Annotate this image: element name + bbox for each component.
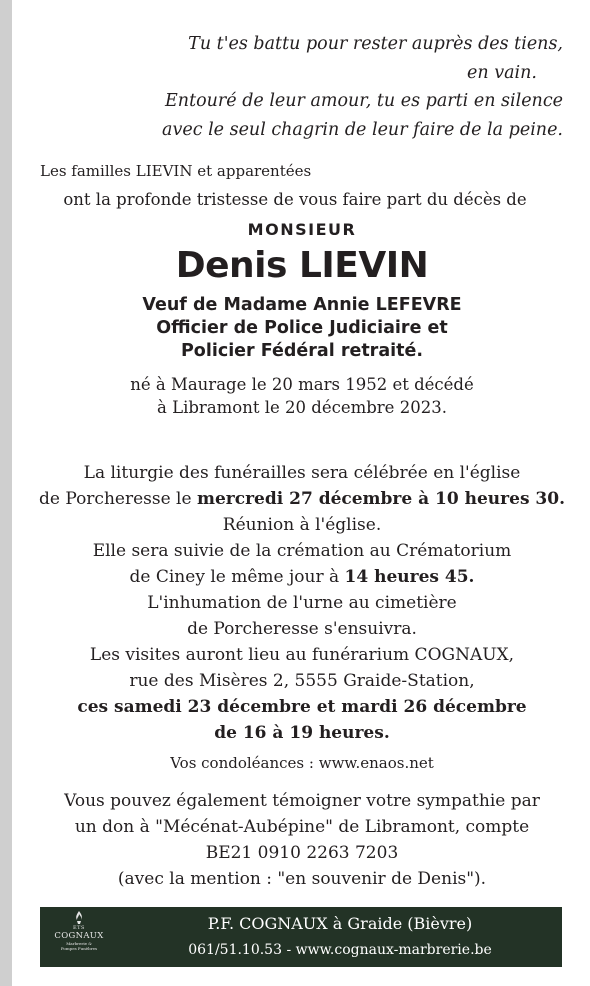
visit-days: ces samedi 23 décembre et mardi 26 décembre — [77, 697, 527, 717]
deceased-title: MONSIEUR — [247, 220, 357, 239]
poem-line-4: avec le seul chagrin de leur faire de la peine. — [162, 119, 563, 140]
funeral-home-banner — [40, 907, 562, 967]
logo-sub-1: Marbrerie & — [66, 941, 92, 946]
poem-line-1: Tu t'es battu pour rester auprès des tiens, — [188, 34, 563, 54]
visit-hours-text: de 16 à 19 heures. — [214, 723, 390, 743]
ceremony-line-5 — [0, 564, 590, 590]
ceremony-place: de Porcheresse le — [38, 489, 197, 509]
cremation-place: de Ciney le même jour à — [129, 567, 345, 587]
donation-mention: (avec la mention : "en souvenir de Denis"). — [117, 869, 487, 889]
donation-line-1: Vous pouvez également témoigner votre sympathie par — [64, 791, 540, 811]
role-officer: Officier de Police Judiciaire et — [156, 318, 448, 338]
deceased-name: Denis LIEVIN — [175, 245, 429, 286]
cremation-time: 14 heures 45. — [344, 567, 475, 587]
donation-account: BE21 0910 2263 7203 — [205, 843, 399, 863]
ceremony-line-8: Les visites auront lieu au funérarium COGNAUX, — [89, 645, 515, 665]
poem-line-3: Entouré de leur amour, tu es parti en silence — [165, 91, 563, 111]
memorial-poem — [83, 30, 563, 144]
dates-line-1: né à Maurage le 20 mars 1952 et décédé — [130, 375, 474, 394]
poem-line-2: en vain. — [467, 62, 537, 83]
ceremony-line-6: L'inhumation de l'urne au cimetière — [147, 593, 457, 613]
role-retired: Policier Fédéral retraité. — [180, 341, 424, 361]
role-widower: Veuf de Madame Annie LEFEVRE — [142, 295, 462, 315]
cognaux-logo — [48, 911, 110, 963]
announcement-line: ont la profonde tristesse de vous faire part du décès de — [63, 190, 527, 209]
dates-line-2: à Libramont le 20 décembre 2023. — [157, 398, 447, 417]
families-line: Les familles LIEVIN et apparentées — [40, 162, 312, 180]
funeral-home-contact: 061/51.10.53 - www.cognaux-marbrerie.be — [188, 942, 492, 958]
funeral-home-name: P.F. COGNAUX à Graide (Bièvre) — [207, 914, 473, 933]
logo-ets: ETS — [73, 925, 85, 931]
ceremony-line-2 — [0, 486, 590, 512]
birth-death-dates — [0, 373, 590, 419]
ceremony-line-1: La liturgie des funérailles sera célébrée en l'église — [83, 463, 521, 483]
ceremony-date-time: mercredi 27 décembre à 10 heures 30. — [196, 489, 566, 509]
logo-sub-2: Pompes Funèbres — [60, 946, 98, 951]
ceremony-details — [0, 460, 590, 746]
flame-icon — [74, 911, 84, 925]
deceased-roles — [0, 294, 590, 363]
ceremony-line-4: Elle sera suivie de la crémation au Crématorium — [92, 541, 512, 561]
donation-line-2: un don à "Mécénat-Aubépine" de Libramont, compte — [74, 817, 530, 837]
ceremony-line-7: de Porcheresse s'ensuivra. — [187, 619, 417, 639]
logo-name: COGNAUX — [54, 931, 104, 941]
visit-hours — [0, 720, 590, 746]
donation-info — [0, 788, 590, 892]
ceremony-line-3: Réunion à l'église. — [222, 515, 382, 535]
visit-dates — [0, 694, 590, 720]
ceremony-line-9: rue des Misères 2, 5555 Graide-Station, — [129, 671, 475, 691]
condolences-line: Vos condoléances : www.enaos.net — [170, 754, 434, 772]
